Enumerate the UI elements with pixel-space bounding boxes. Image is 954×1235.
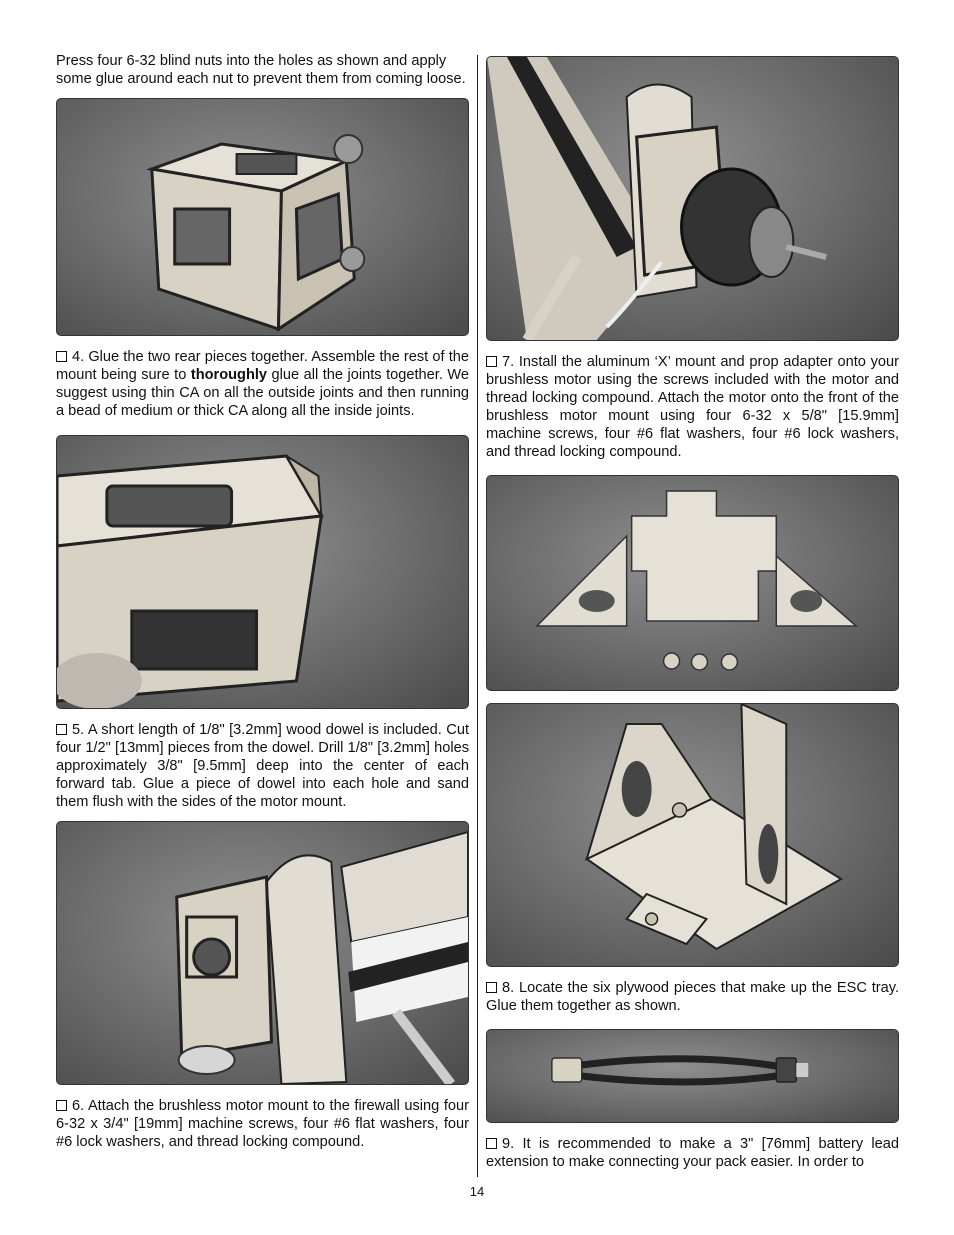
right-column	[486, 52, 899, 1171]
photo-mount-on-firewall	[56, 821, 469, 1085]
step-7-text: 7. Install the aluminum ‘X’ mount and prop adapter onto your brushless motor using the screws included with the motor and thread locking compound. Attach the motor onto the front of the brushless motor mount using four 6-32 x 5/8" [15.9mm] machine screws, four #6 flat washers, four #6 lock washers, and thread locking compound.	[486, 354, 899, 460]
step-4-text: 4. Glue the two rear pieces together. Assemble the rest of the mount being sure to thoroughly glue all the joints together. We suggest using thin CA on all the outside joints and then running a bead of medium or thick CA along all the inside joints.	[56, 349, 469, 419]
photo-esc-tray-parts	[486, 475, 899, 691]
photo-battery-lead-extension	[486, 1029, 899, 1123]
step-6-text: 6. Attach the brushless motor mount to the firewall using four 6-32 x 3/4" [19mm] machine screws, four #6 flat washers, four #6 lock washers, and thread locking compound.	[56, 1098, 469, 1150]
step-5-text: 5. A short length of 1/8" [3.2mm] wood dowel is included. Cut four 1/2" [13mm] pieces from the dowel. Drill 1/8" [3.2mm] holes approximately 3/8" [9.5mm] deep into the center of each forward tab. Glue a piece of dowel into each hole and sand them flush with the sides of the motor mount.	[56, 722, 469, 810]
intro-text: Press four 6-32 blind nuts into the holes as shown and apply some glue around each nut to prevent them from coming loose.	[56, 53, 466, 87]
checkbox-icon[interactable]	[56, 724, 67, 735]
checkbox-icon[interactable]	[56, 351, 67, 362]
checkbox-icon[interactable]	[486, 982, 497, 993]
photo-blind-nuts-mount-box	[56, 98, 469, 336]
photo-motor-installed	[486, 56, 899, 341]
step-8-text: 8. Locate the six plywood pieces that make up the ESC tray. Glue them together as shown.	[486, 980, 899, 1014]
column-divider	[477, 55, 478, 1177]
step-9-text: 9. It is recommended to make a 3" [76mm] battery lead extension to make connecting your pack easier. In order to	[486, 1136, 899, 1170]
photo-glued-mount-closeup	[56, 435, 469, 709]
checkbox-icon[interactable]	[486, 1138, 497, 1149]
photo-esc-tray-assembled	[486, 703, 899, 967]
page-number: 14	[469, 1184, 485, 1199]
left-column	[56, 52, 469, 1151]
checkbox-icon[interactable]	[486, 356, 497, 367]
checkbox-icon[interactable]	[56, 1100, 67, 1111]
